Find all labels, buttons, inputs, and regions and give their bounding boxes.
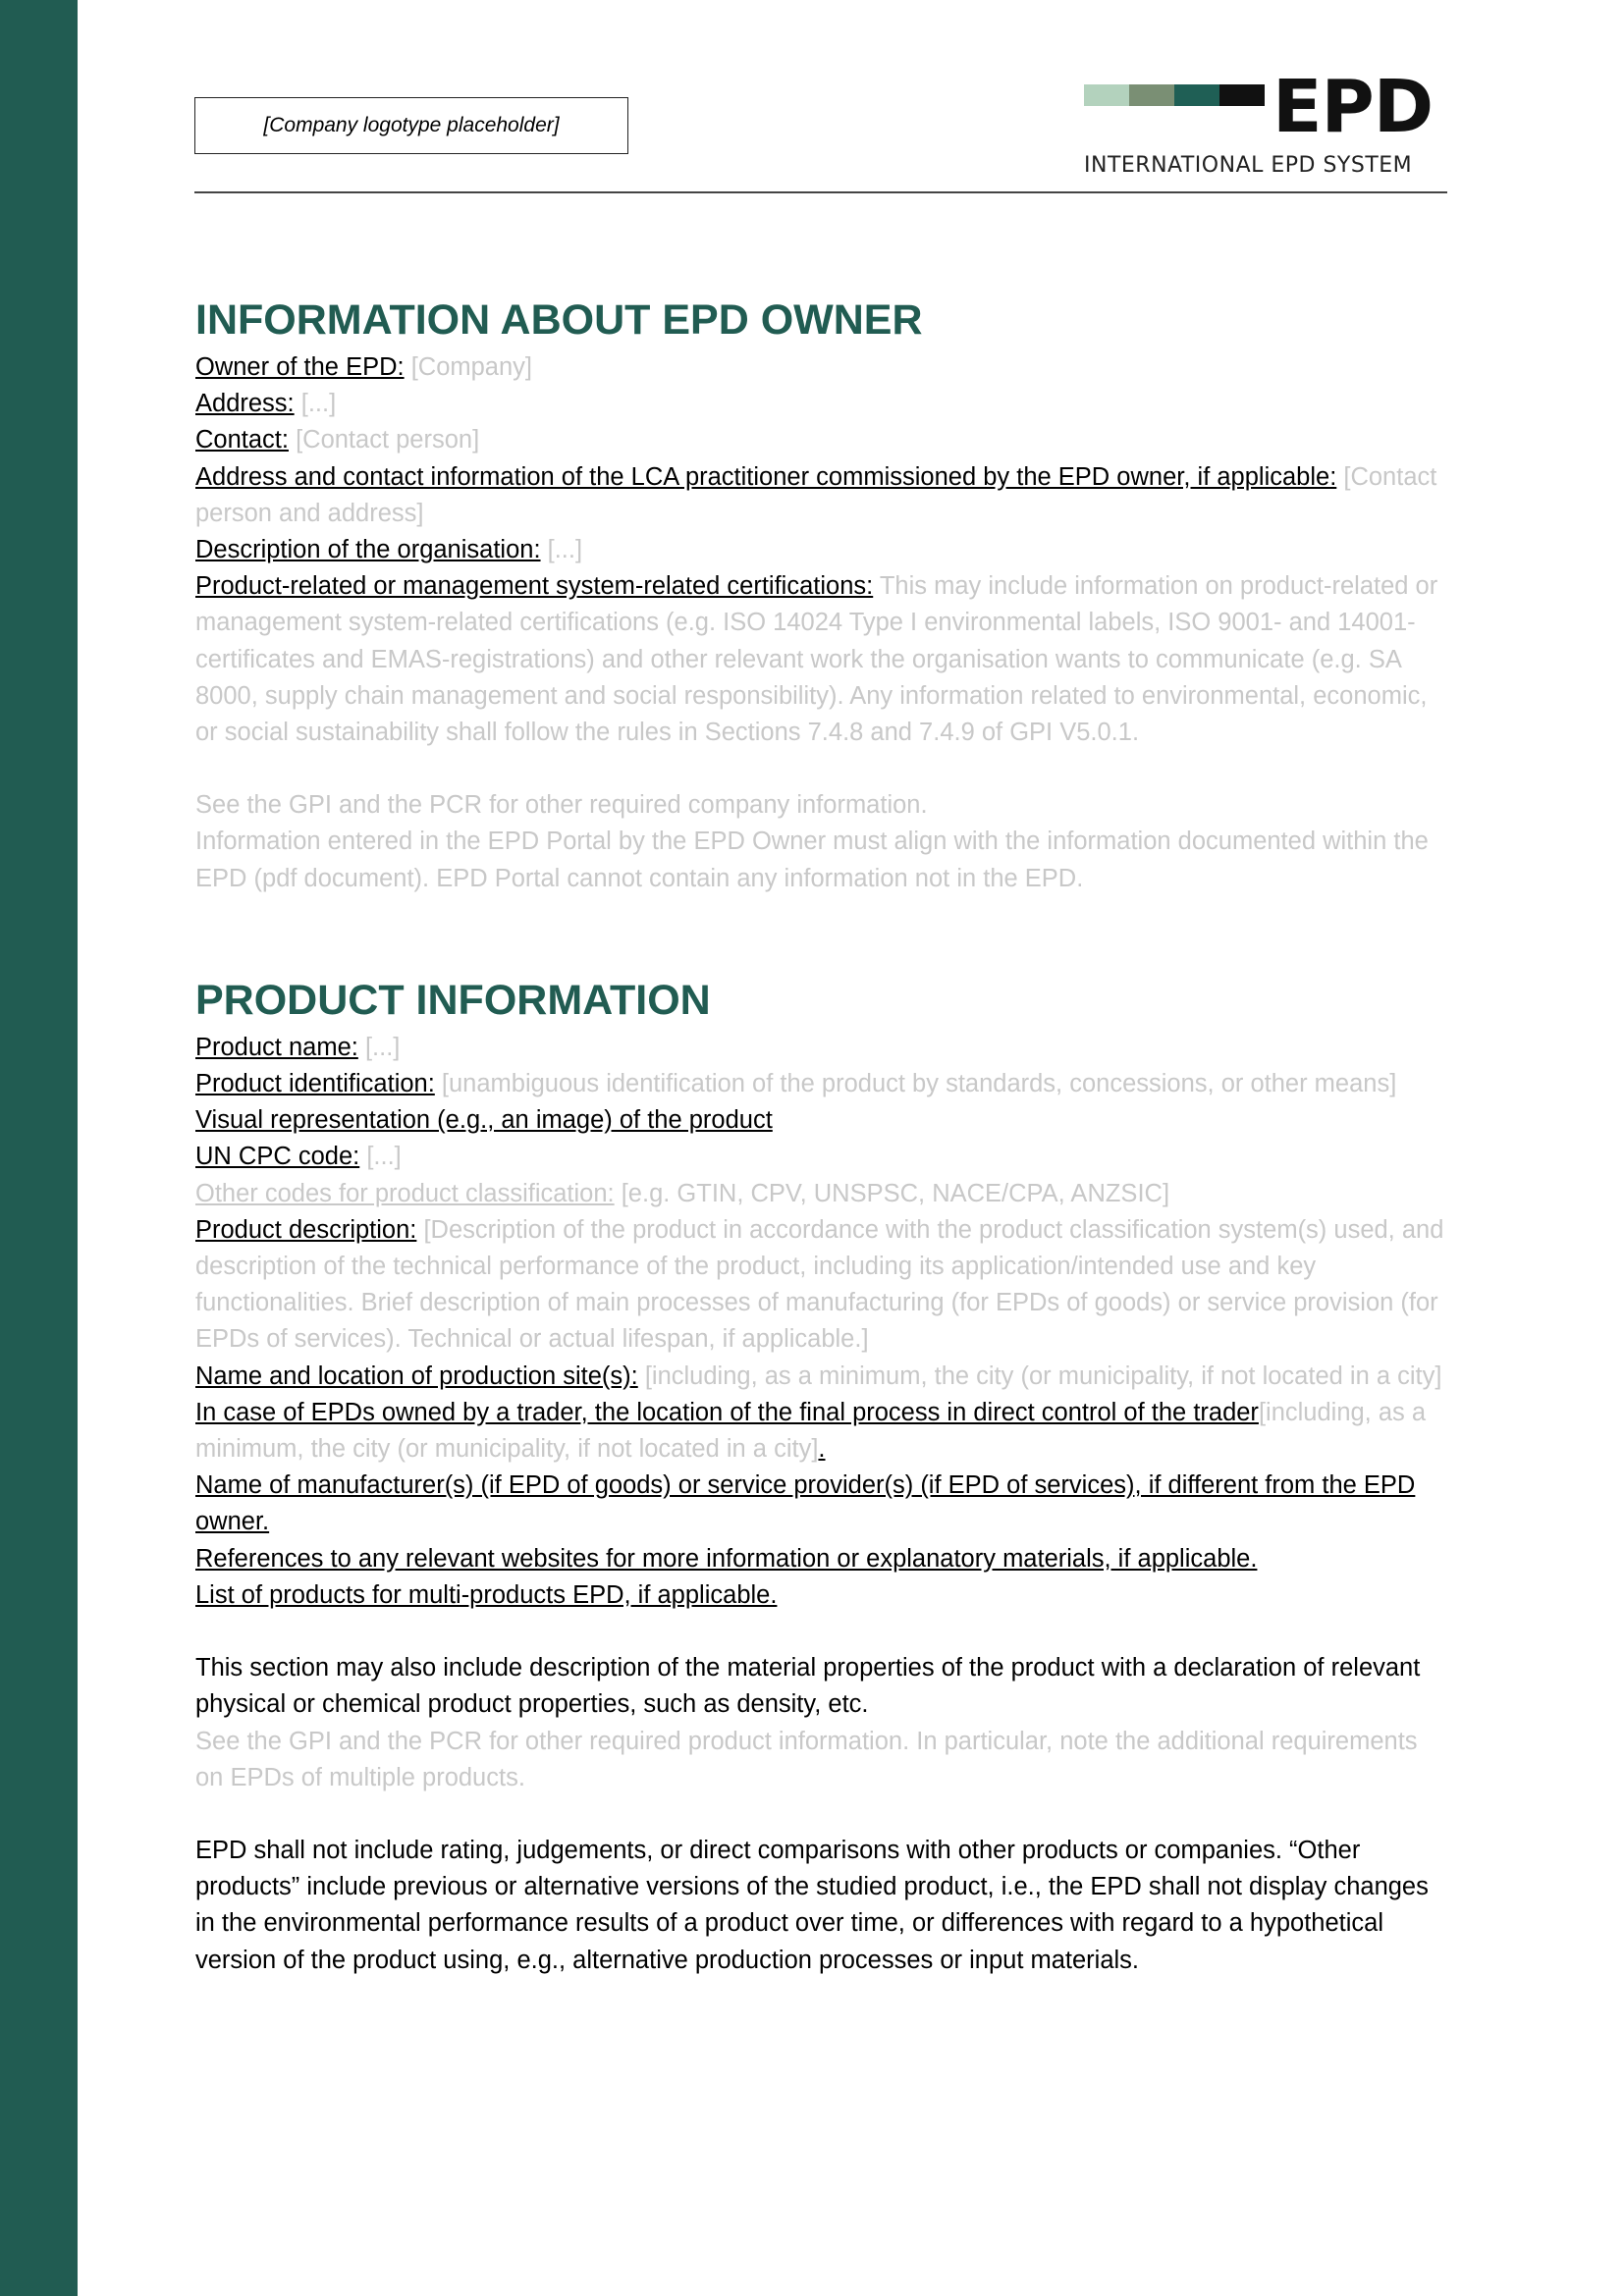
trader-line	[195, 1395, 1447, 1468]
product-gpi-note: See the GPI and the PCR for other required product information. In particular, note the additional requirements on EPDs of multiple products.	[195, 1727, 1418, 1791]
logo-bar-4	[1219, 84, 1265, 106]
product-id-line	[195, 1066, 1447, 1102]
logo-bar-2	[1129, 84, 1174, 106]
field-label: Name of manufacturer(s) (if EPD of goods) or service provider(s) (if EPD of services), if different from the EPD owner.	[195, 1471, 1416, 1536]
field-placeholder: [unambiguous identification of the product by standards, concessions, or other means]	[441, 1070, 1397, 1098]
field-placeholder: [Company]	[410, 353, 532, 381]
visual-representation-line	[195, 1102, 1447, 1139]
field-placeholder: [including, as a minimum, the city (or municipality, if not located in a city]	[644, 1362, 1442, 1390]
certifications-line	[195, 568, 1447, 751]
trader-line-end: .	[818, 1435, 826, 1464]
logo-bar-1	[1084, 84, 1129, 106]
contact-line	[195, 422, 1447, 458]
address-line	[195, 386, 1447, 422]
product-name-line	[195, 1030, 1447, 1066]
product-description-line	[195, 1212, 1447, 1359]
section-heading-product: PRODUCT INFORMATION	[195, 976, 711, 1024]
owner-note: Information entered in the EPD Portal by the EPD Owner must align with the information documented within the EPD (pdf document). EPD Portal cannot contain any information not in the EPD.	[195, 828, 1429, 892]
field-placeholder: This may include information on product-related or management system-related certifications (e.g. ISO 14024 Type I environmental labels, ISO 9001- and 14001-certificates and EMAS-registrations) and other relevant work the organisation wants to communicate (e.g. SA 8000, supply chain management and social responsibility). Any information related to environmental, economic, or social sustainability shall follow the rules in Sections 7.4.8 and 7.4.9 of GPI V5.0.1.	[195, 572, 1438, 747]
field-label: Address:	[195, 390, 295, 418]
cpc-code-line	[195, 1139, 1447, 1175]
epd-logo-word: EPD	[1272, 65, 1434, 149]
header-divider	[194, 191, 1447, 193]
epd-logo-color-bars	[1084, 84, 1265, 106]
field-label: Product-related or management system-related certifications:	[195, 572, 874, 601]
side-color-band	[0, 0, 78, 2296]
field-label: References to any relevant websites for more information or explanatory materials, if applicable.	[195, 1544, 1258, 1573]
field-placeholder: [...]	[547, 536, 583, 564]
field-placeholder: [...]	[300, 390, 337, 418]
manufacturer-line	[195, 1468, 1447, 1540]
production-site-line	[195, 1359, 1447, 1395]
epd-system-logo	[1084, 65, 1447, 187]
document-body	[195, 291, 1447, 1979]
field-label: Product name:	[195, 1033, 358, 1061]
company-logo-placeholder: [Company logotype placeholder]	[194, 97, 628, 154]
spacer	[195, 751, 1447, 787]
owner-line	[195, 349, 1447, 386]
field-label: Other codes for product classification:	[195, 1179, 615, 1207]
field-label: Visual representation (e.g., an image) of the product	[195, 1106, 773, 1135]
field-label: Address and contact information of the LCA practitioner commissioned by the EPD owner, if applicable:	[195, 462, 1337, 491]
field-label: Description of the organisation:	[195, 536, 541, 564]
section-heading-owner: INFORMATION ABOUT EPD OWNER	[195, 296, 923, 344]
field-label: Contact:	[195, 426, 289, 454]
lca-practitioner-line	[195, 459, 1447, 532]
field-label: Product identification:	[195, 1070, 435, 1098]
epd-logo-subtitle: INTERNATIONAL EPD SYSTEM	[1084, 153, 1413, 178]
owner-note: See the GPI and the PCR for other required company information.	[195, 791, 928, 820]
material-properties-text: This section may also include description of the material properties of the product with a declaration of relevant physical or chemical product properties, such as density, etc.	[195, 1654, 1421, 1719]
field-placeholder: [including, as a minimum, the city (or municipality, if not located in a city]	[195, 1398, 1427, 1464]
spacer	[195, 1796, 1447, 1833]
field-label: Name and location of production site(s):	[195, 1362, 638, 1390]
organisation-line	[195, 532, 1447, 568]
logo-bar-3	[1174, 84, 1219, 106]
field-label: List of products for multi-products EPD, if applicable.	[195, 1580, 778, 1609]
other-codes-line	[195, 1176, 1447, 1212]
field-placeholder: [...]	[364, 1033, 401, 1061]
field-label: Owner of the EPD:	[195, 353, 405, 381]
references-line	[195, 1541, 1447, 1577]
field-label: In case of EPDs owned by a trader, the location of the final process in direct control of the trader	[195, 1398, 1259, 1426]
field-placeholder: [e.g. GTIN, CPV, UNSPSC, NACE/CPA, ANZSIC]	[621, 1179, 1170, 1207]
spacer	[195, 897, 1447, 971]
field-placeholder: [Contact person]	[296, 426, 480, 454]
field-placeholder: [Contact person and address]	[195, 462, 1437, 527]
field-label: UN CPC code:	[195, 1143, 360, 1171]
spacer	[195, 1614, 1447, 1650]
field-placeholder: [...]	[366, 1143, 402, 1171]
field-placeholder: [Description of the product in accordance with the product classification system(s) used, and description of the technical performance of the product, including its application/intended use and key functionalities. Brief description of main processes of manufacturing (for EPDs of goods) or service provision (for EPDs of services). Technical or actual lifespan, if applicable.]	[195, 1215, 1444, 1354]
field-label: Product description:	[195, 1215, 417, 1244]
rating-rule-text: EPD shall not include rating, judgements, or direct comparisons with other products or companies. “Other products” include previous or alternative versions of the studied product, i.e., the EPD shall not display changes in the environmental performance results of a product over time, or differences with regard to a hypothetical version of the product using, e.g., alternative production processes or input materials.	[195, 1836, 1429, 1974]
product-list-line	[195, 1577, 1447, 1614]
